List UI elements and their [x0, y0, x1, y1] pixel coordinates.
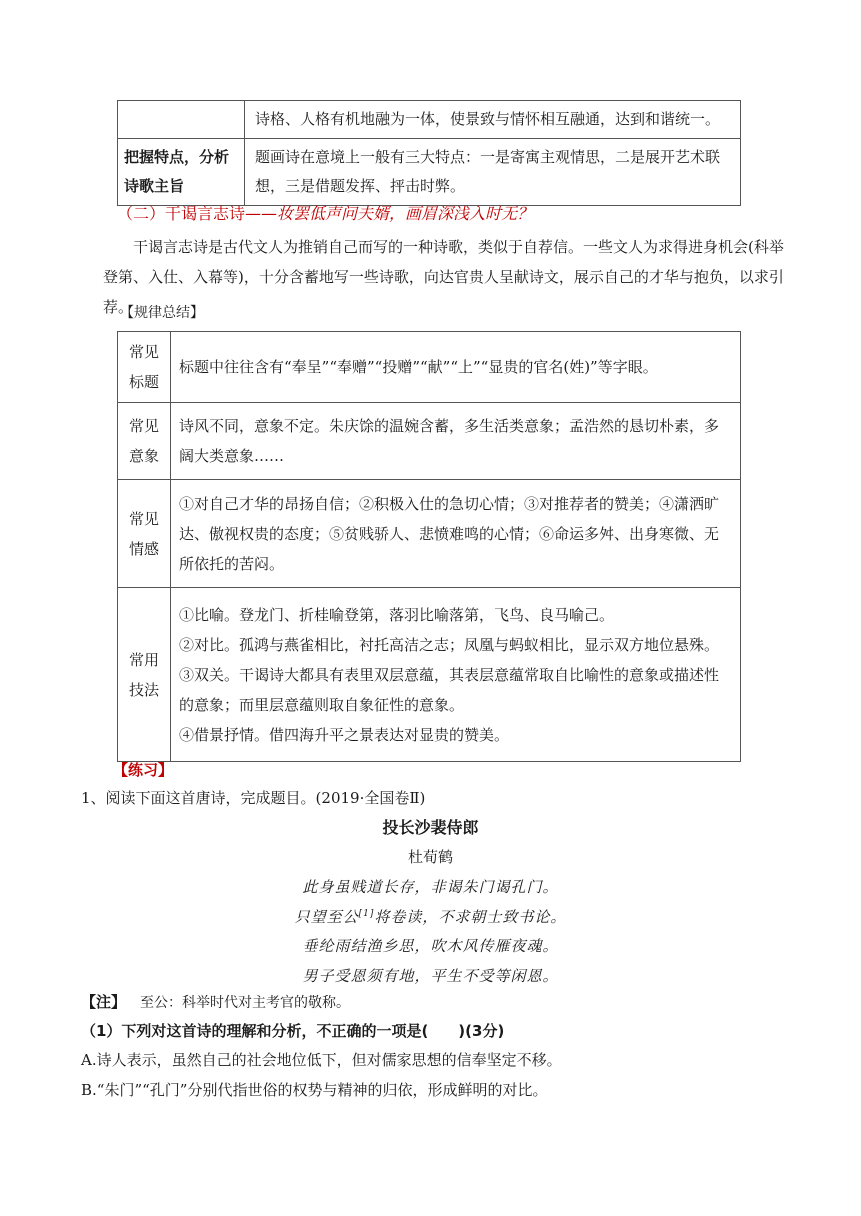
table-row — [118, 332, 741, 403]
section-heading — [117, 201, 533, 224]
rule-line: ①对自己才华的昂扬自信；②积极入仕的急切心情；③对推荐者的赞美；④潇洒旷达、傲视权贵的态度；⑤贫贱骄人、悲愤难鸣的心情；⑥命运多舛、出身寒微、无所依托的苦闷。 — [179, 494, 720, 573]
rule-summary-label: 【规律总结】 — [120, 305, 204, 321]
rule-line: ③双关。干谒诗大都具有表里双层意蕴，其表层意蕴常取自比喻性的意象或描述性的意象；而里层意蕴则取自象征性的意象。 — [179, 665, 720, 714]
poem-author: 杜荀鹤 — [407, 848, 453, 866]
table-row — [118, 101, 741, 139]
section-quote: 妆罢低声问夫婿，画眉深浅入时无？ — [277, 204, 534, 223]
footnote — [81, 991, 350, 1012]
poem-line — [0, 906, 861, 927]
sub-question: （1）下列对这首诗的理解和分析，不正确的一项是( )(3分) — [81, 1022, 505, 1040]
table-value-cell: 诗格、人格有机地融为一体，使景致与情怀相互融通，达到和谐统一。 — [245, 101, 741, 139]
poem-title: 投长沙裴侍郎 — [382, 818, 479, 837]
table-key-cell — [118, 101, 245, 139]
rule-key: 常见情感 — [118, 480, 171, 588]
rule-value — [171, 403, 741, 480]
section-label: （二）干谒言志诗 — [117, 204, 246, 223]
section-dash: —— — [245, 204, 278, 223]
footnote-marker: [1] — [358, 909, 375, 919]
rule-line: ④借景抒情。借四海升平之景表达对显贵的赞美。 — [179, 725, 510, 744]
rule-key: 常见意象 — [118, 403, 171, 480]
rule-line: 标题中往往含有“奉呈”“奉赠”“投赠”“献”“上”“显贵的官名(姓)”等字眼。 — [179, 358, 658, 376]
table-row — [118, 588, 741, 762]
rule-key: 常用技法 — [118, 588, 171, 762]
practice-label: 【练习】 — [113, 761, 174, 779]
rule-line: 诗风不同，意象不定。朱庆馀的温婉含蓄，多生活类意象；孟浩然的恳切朴素，多阔大类意象…… — [179, 417, 720, 465]
table-key-cell: 把握特点，分析诗歌主旨 — [118, 139, 245, 206]
table-row — [118, 403, 741, 480]
poem-line-part: 将卷读，不求朝士致书论。 — [374, 908, 567, 926]
poem-line: 男子受恩须有地，平生不受等闲恩。 — [302, 967, 559, 985]
rule-line: ②对比。孤鸿与燕雀相比，衬托高洁之志；凤凰与蚂蚁相比，显示双方地位悬殊。 — [179, 635, 720, 654]
rule-value — [171, 480, 741, 588]
rule-key: 常见标题 — [118, 332, 171, 403]
table-value-cell: 题画诗在意境上一般有三大特点：一是寄寓主观情思，二是展开艺术联想，三是借题发挥、抨击时弊。 — [245, 139, 741, 206]
rules-table — [117, 331, 741, 762]
footnote-text: 至公：科举时代对主考官的敬称。 — [140, 995, 351, 1011]
footnote-label: 【注】 — [81, 993, 127, 1011]
option-a: A.诗人表示，虽然自己的社会地位低下，但对儒家思想的信奉坚定不移。 — [81, 1051, 562, 1069]
rule-value — [171, 588, 741, 762]
poem-line: 此身虽贱道长存，非谒朱门谒孔门。 — [302, 878, 559, 896]
rule-line: ①比喻。登龙门、折桂喻登第，落羽比喻落第，飞鸟、良马喻己。 — [179, 605, 615, 624]
option-b: B.“朱门”“孔门”分别代指世俗的权势与精神的归依，形成鲜明的对比。 — [81, 1081, 548, 1099]
table-row — [118, 480, 741, 588]
rule-value — [171, 332, 741, 403]
question-1: 1、阅读下面这首唐诗，完成题目。(2019·全国卷Ⅱ) — [81, 789, 426, 807]
method-table — [117, 100, 741, 206]
poem-line-part: 只望至公 — [294, 908, 359, 926]
intro-paragraph: 干谒言志诗是古代文人为推销自己而写的一种诗歌，类似于自荐信。一些文人为求得进身机会(科举登第、入仕、入幕等)，十分含蓄地写一些诗歌，向达官贵人呈献诗文，展示自己的才华与抱负，以求引荐。 — [103, 238, 784, 316]
table-row — [118, 139, 741, 206]
poem-line: 垂纶雨结渔乡思，吹木风传雁夜魂。 — [302, 937, 559, 955]
